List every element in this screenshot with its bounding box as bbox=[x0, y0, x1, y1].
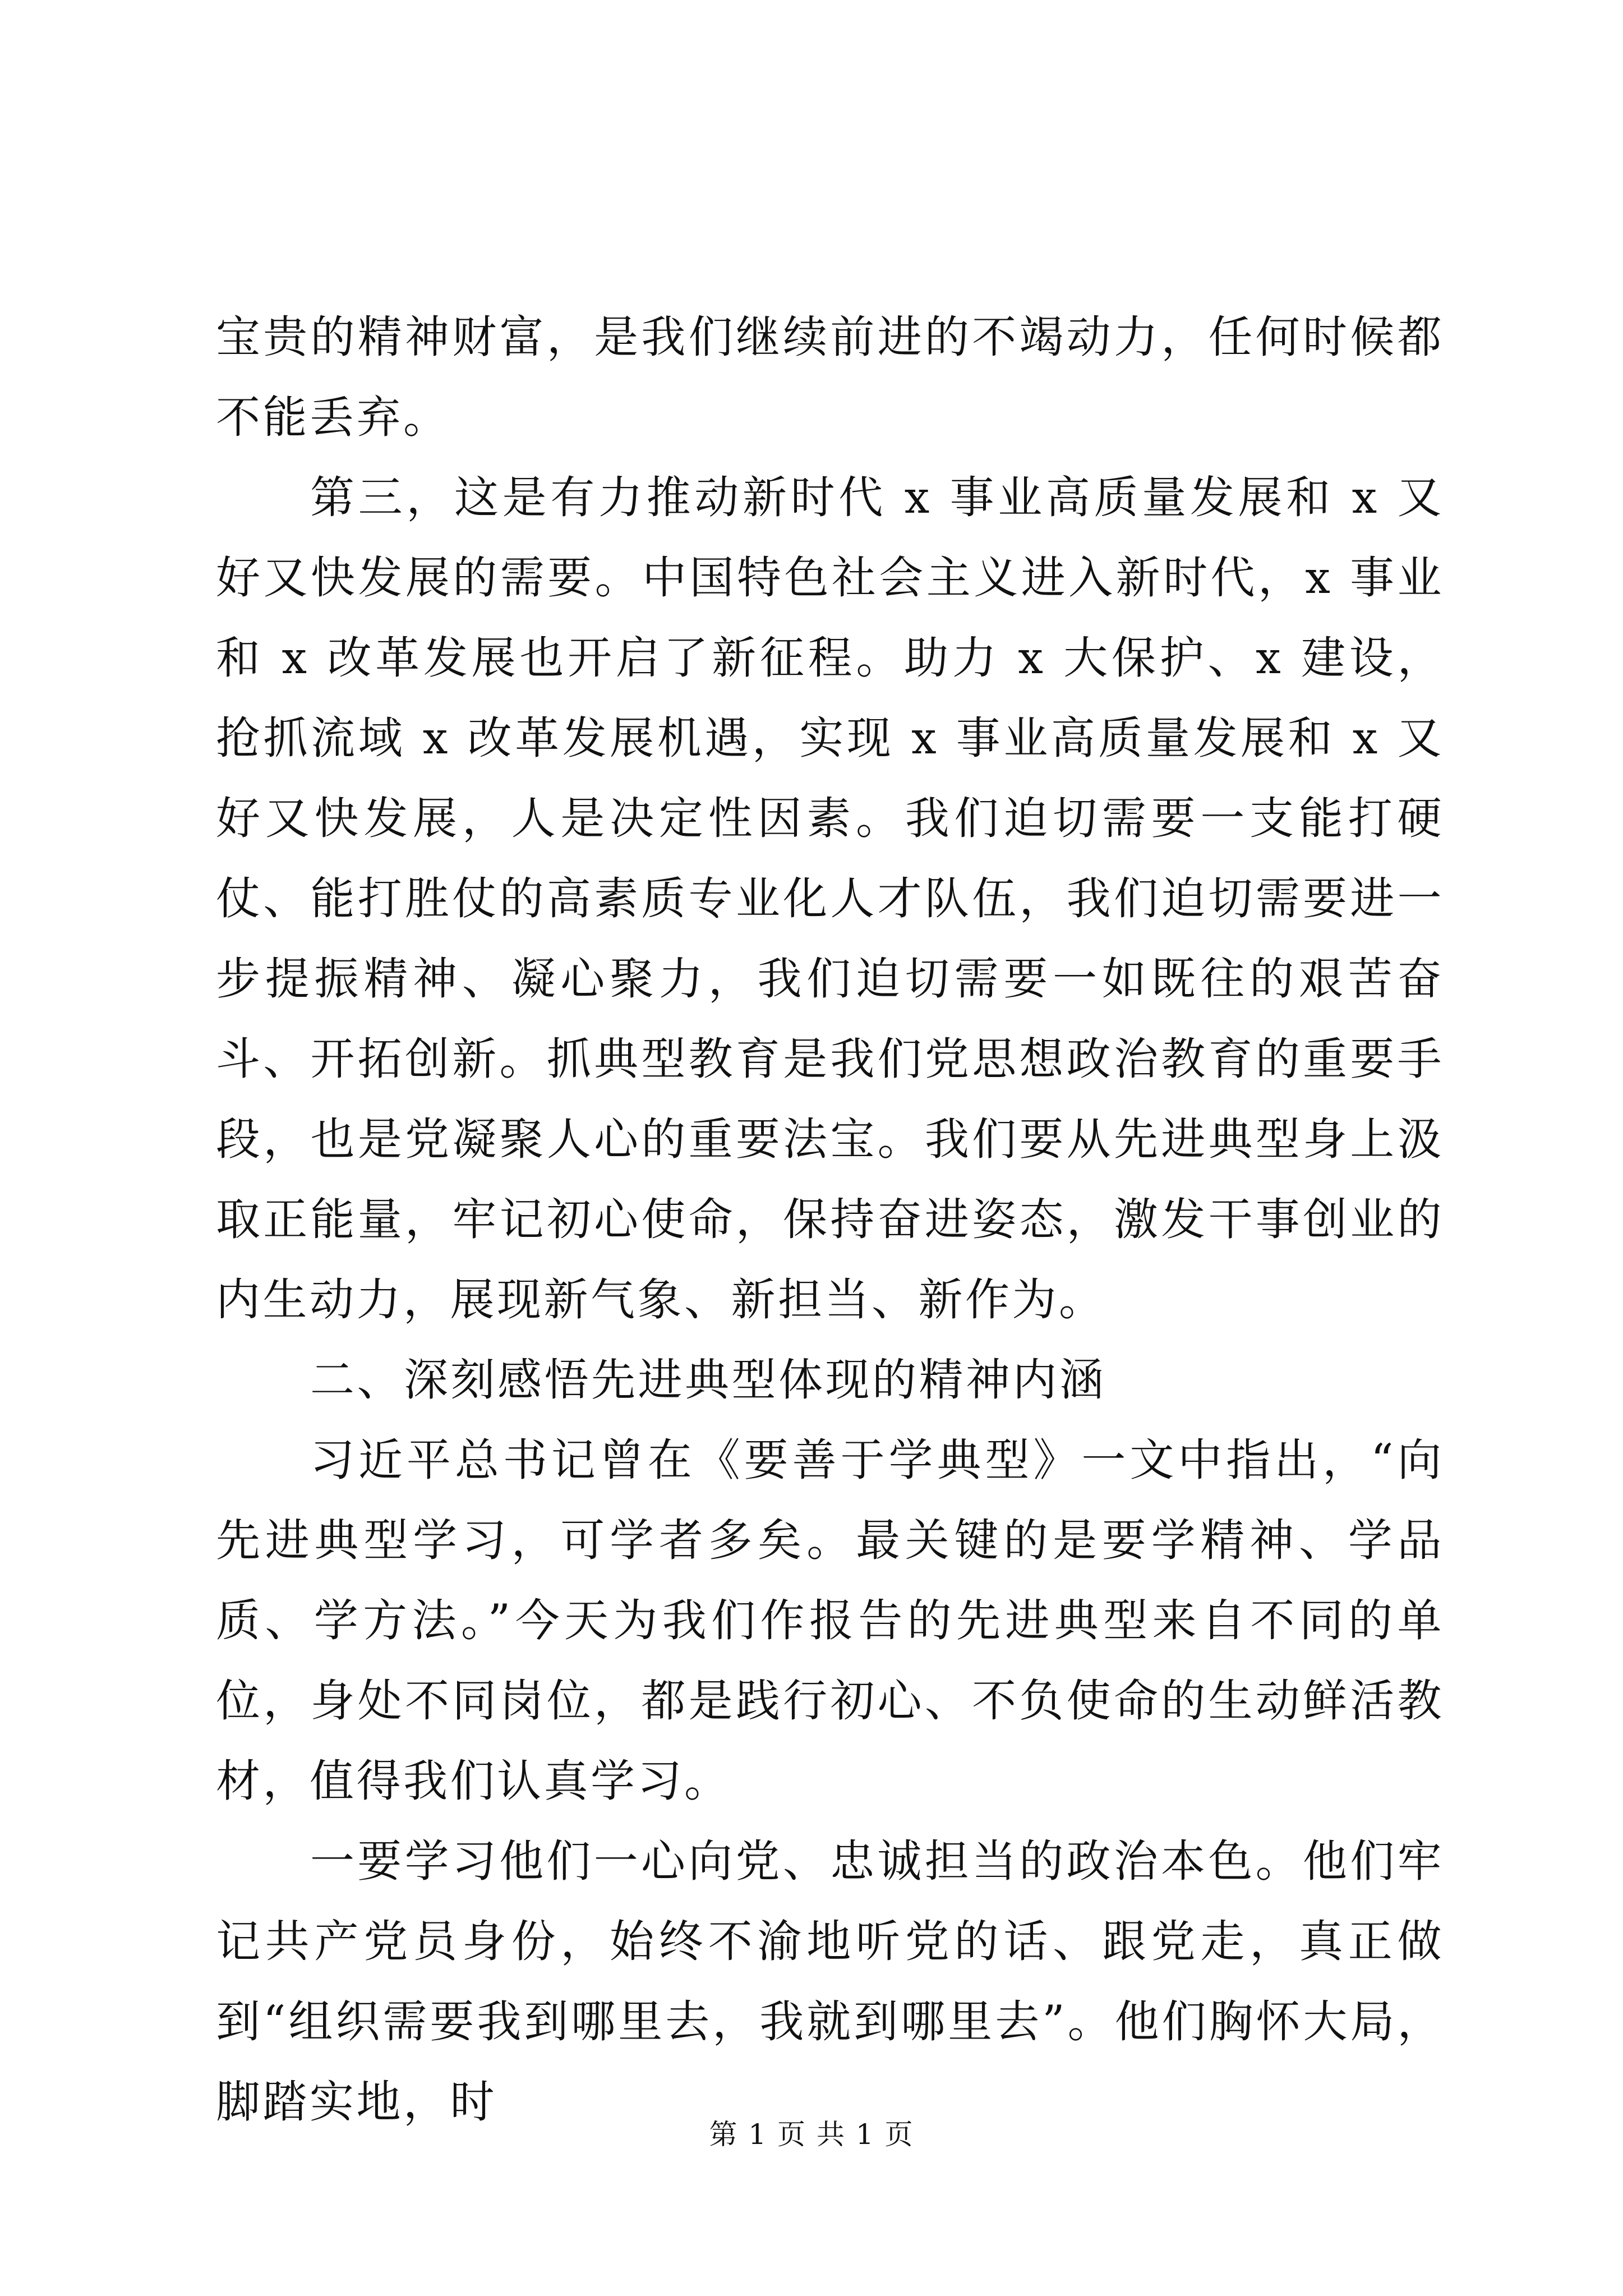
paragraph-third-point: 第三，这是有力推动新时代 x 事业高质量发展和 x 又好又快发展的需要。中国特色社会主义进入新时代，x 事业和 x 改革发展也开启了新征程。助力 x 大保护、x 建设，抢抓流域 x 改革发展机遇，实现 x 事业高质量发展和 x 又好又快发展，人是决定性因素。我们迫切需要一支能打硬仗、能打胜仗的高素质专业化人才队伍，我们迫切需要进一步提振精神、凝心聚力，我们迫切需要一如既往的艰苦奋斗、开拓创新。抓典型教育是我们党思想政治教育的重要手段，也是党凝聚人心的重要法宝。我们要从先进典型身上汲取正能量，牢记初心使命，保持奋进姿态，激发干事创业的内生动力，展现新气象、新担当、新作为。 bbox=[216, 472, 1445, 1326]
section-heading-two: 二、深刻感悟先进典型体现的精神内涵 bbox=[310, 1354, 1106, 1406]
paragraph-continuation: 宝贵的精神财富，是我们继续前进的不竭动力，任何时候都不能丢弃。 bbox=[216, 311, 1444, 443]
paragraph-first-requirement: 一要学习他们一心向党、忠诚担当的政治本色。他们牢记共产党员身份，始终不渝地听党的话、跟党走，真正做到“组织需要我到哪里去，我就到哪里去”。他们胸怀大局，脚踏实地，时 bbox=[216, 1835, 1444, 2128]
paragraph-quote: 习近平总书记曾在《要善于学典型》一文中指出，“向先进典型学习，可学者多矣。最关键的是要学精神、学品质、学方法。”今天为我们作报告的先进典型来自不同的单位，身处不同岗位，都是践行初心、不负使命的生动鲜活教材，值得我们认真学习。 bbox=[216, 1434, 1444, 1807]
page-number-footer: 第 1 页 共 1 页 bbox=[709, 2118, 914, 2151]
document-body bbox=[216, 297, 1444, 2142]
